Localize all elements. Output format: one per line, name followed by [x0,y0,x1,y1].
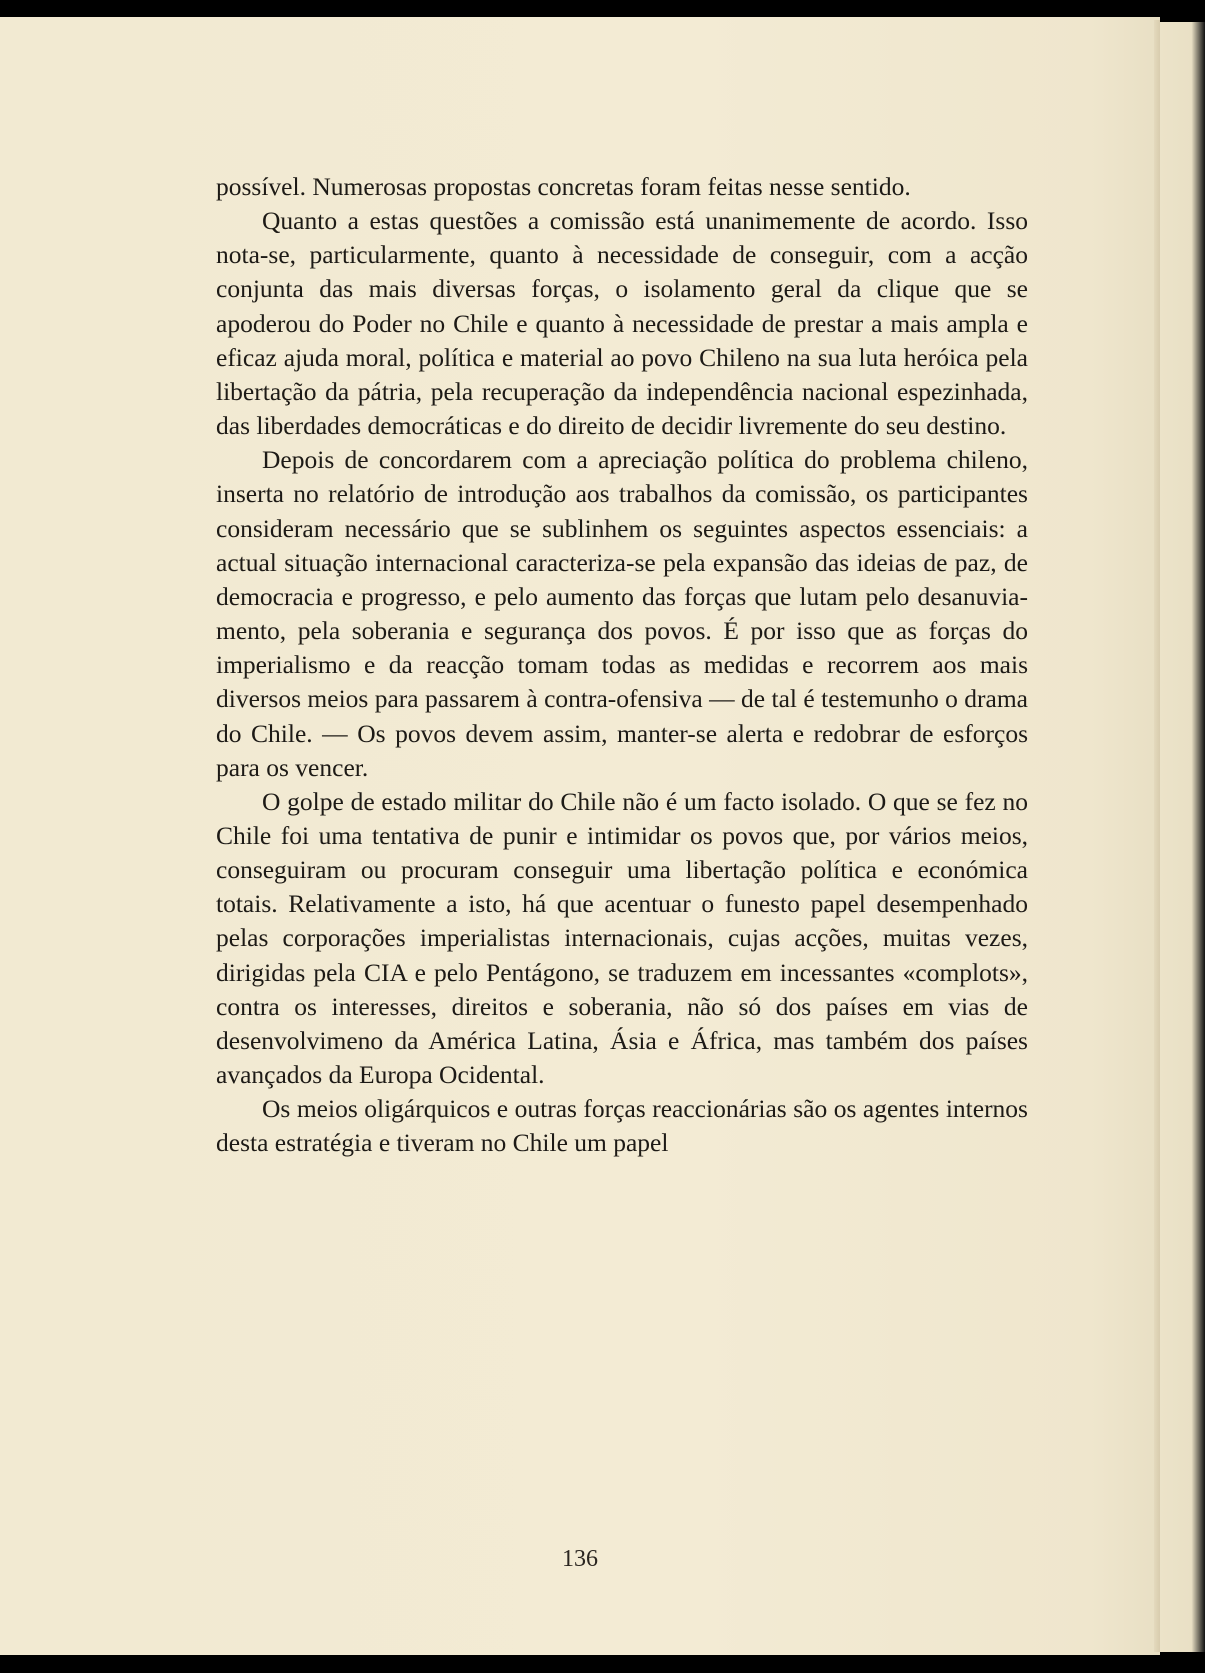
page-number: 136 [562,1546,598,1572]
paragraph-2: Quanto a estas questões a comissão está unanimemente de acordo. Isso nota-se, particularmente, quanto à necessidade de conseguir, com a acção conjunta das mais diversas forças, o isolamento geral da clique que se apoderou do Poder no Chile e quanto à necessidade de prestar a mais ampla e eficaz ajuda moral, política e material ao povo Chileno na sua luta heróica pela libertação da pátria, pela recuperação da independência nacional espezinhada, das liberdades democráticas e do direito de decidir livremente do seu destino. [216,206,1028,441]
paragraph-1: possível. Numerosas propostas concretas foram feitas nesse sentido. [216,172,911,201]
paragraph-5: Os meios oligárquicos e outras forças reaccionárias são os agentes internos desta estratégia e tiveram no Chile um papel [216,1094,1028,1158]
adjacent-page-strip [1160,22,1205,1652]
body-text [216,170,1028,1161]
paragraph-4: O golpe de estado militar do Chile não é um facto isolado. O que se fez no Chile foi uma tentativa de punir e intimidar os povos que, por vários meios, conseguiram ou procuram conseguir uma libertação política e económica totais. Relativamente a isto, há que acentuar o funesto papel desempenhado pelas corporações imperialistas internacionais, cujas acções, muitas vezes, dirigidas pela CIA e pelo Pentágono, se traduzem em incessantes «complots», contra os interesses, direitos e soberania, não só dos países em vias de desenvolvimeno da América Latina, Ásia e África, mas também dos países avançados da Europa Ocidental. [216,786,1028,1090]
paragraph-3: Depois de concordarem com a apreciação política do problema chileno, inserta no relatório de introdução aos trabalhos da comissão, os participantes consideram necessário que se sublinhem os seguintes aspectos essenciais: a actual situação internacional caracteriza-se pela expansão das ideias de paz, de democracia e progresso, e pelo aumento das forças que lutam pelo desanuviamento, pela soberania e segurança dos povos. É por isso que as forças do imperialismo e da reacção tomam todas as medidas e recorrem aos mais diversos meios para passarem à contra-ofensiva — de tal é testemunho o drama do Chile. — Os povos devem assim, manter-se alerta e redobrar de esforços para os vencer. [216,445,1028,782]
